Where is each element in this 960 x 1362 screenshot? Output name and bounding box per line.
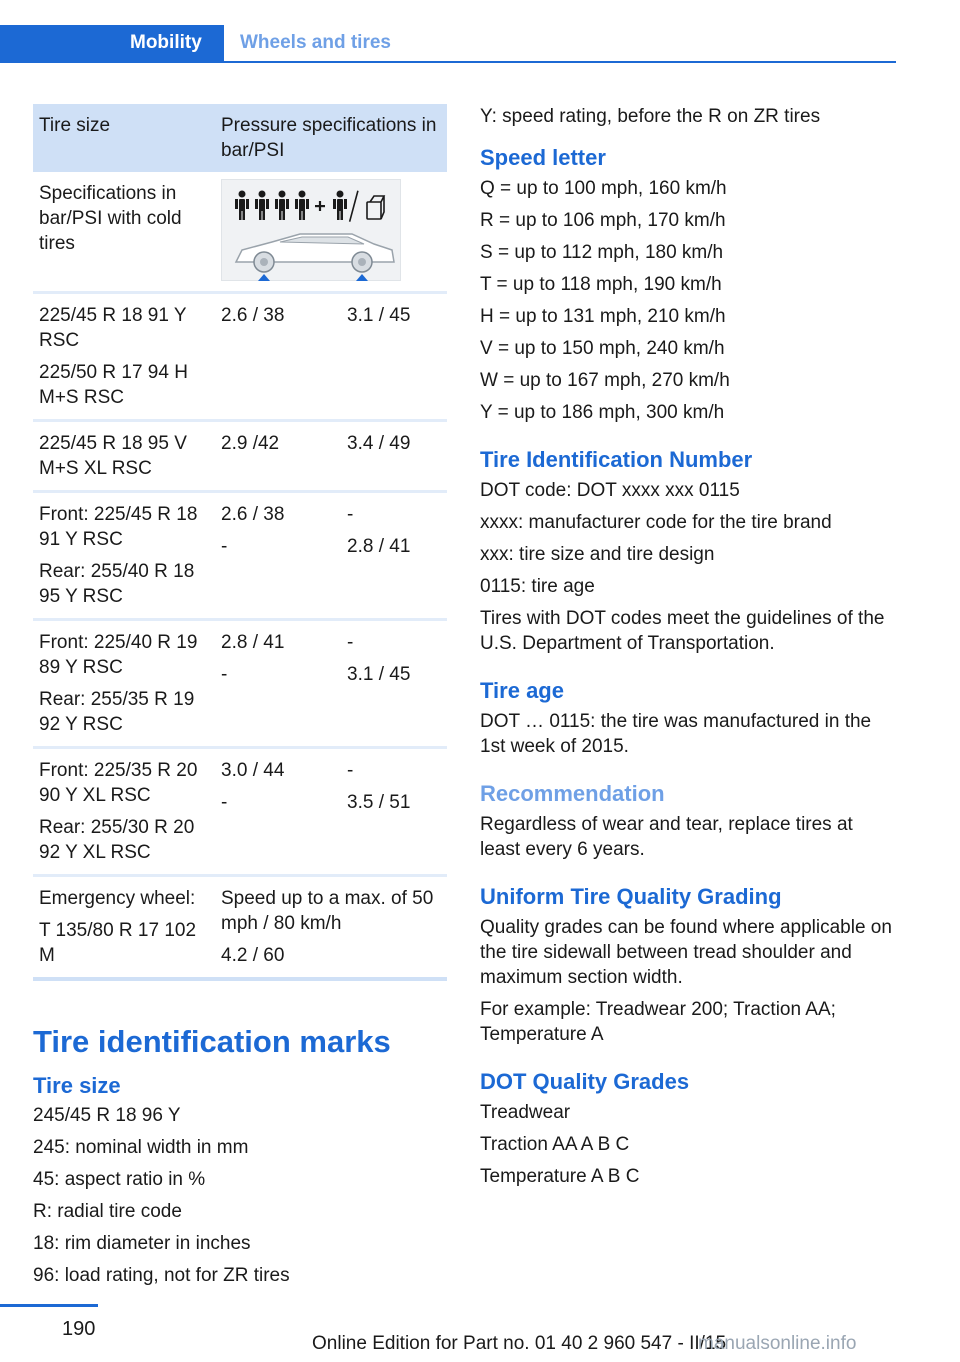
pressure-cell: 3.0 / 44	[221, 759, 285, 781]
occupants-and-car-icon	[222, 180, 402, 282]
pressure-cell: 3.5 / 51	[347, 791, 411, 813]
text-line: 45: aspect ratio in %	[33, 1168, 206, 1190]
text-line: Quality grades can be found where applicable on the tire sidewall between tread shoulder and maximum section width.	[480, 917, 892, 988]
subtitle-dot-quality-grades: DOT Quality Grades	[480, 1069, 690, 1094]
pressure-cell: -	[221, 535, 228, 557]
table-row	[33, 491, 447, 619]
text-line: DOT code: DOT xxxx xxx 0115	[480, 480, 740, 501]
text-line: Treadwear	[480, 1102, 571, 1123]
text-line: Regardless of wear and tear, replace tires at least every 6 years.	[480, 814, 853, 860]
emergency-wheel-size: T 135/80 R 17 102 M	[39, 919, 197, 966]
tire-size-cell: 225/45 R 18 91 Y RSC	[39, 304, 187, 351]
pressure-cell: -	[347, 503, 354, 525]
person-icon	[255, 191, 269, 221]
text-line: R: radial tire code	[33, 1200, 182, 1222]
text-line: 96: load rating, not for ZR tires	[33, 1264, 290, 1286]
section-title-tire-identification: Tire identification marks	[33, 1023, 391, 1059]
pressure-cell: -	[347, 631, 354, 653]
subtitle-tire-identification-number: Tire Identification Number	[480, 447, 753, 472]
subtitle-uniform-tire-quality-grading: Uniform Tire Quality Grading	[480, 884, 782, 909]
table-row	[33, 292, 447, 420]
car-side-icon	[236, 234, 394, 281]
table-row	[33, 420, 447, 491]
subtitle-tire-age: Tire age	[480, 678, 564, 703]
pressure-cell: -	[347, 759, 354, 781]
tab-wheels-and-tires[interactable]: Wheels and tires	[240, 32, 391, 53]
text-line: W = up to 167 mph, 270 km/h	[480, 370, 730, 391]
pressure-cell: 2.8 / 41	[347, 535, 411, 557]
text-line: V = up to 150 mph, 240 km/h	[480, 338, 725, 359]
text-line: For example: Treadwear 200; Traction AA; Temperature A	[480, 999, 836, 1045]
pressure-cell: 2.6 / 38	[221, 503, 285, 525]
spec-label: Specifications in bar/PSI with cold tires	[33, 172, 215, 292]
right-column	[480, 104, 896, 1189]
pressure-cell: 2.8 / 41	[221, 631, 285, 653]
pressure-cell: -	[221, 791, 228, 813]
pressure-cell: 2.6 / 38	[221, 304, 285, 326]
subtitle-speed-letter: Speed letter	[480, 145, 606, 170]
text-line: Q = up to 100 mph, 160 km/h	[480, 178, 727, 199]
emergency-pressure: 4.2 / 60	[221, 944, 285, 966]
tire-size-cell: 225/45 R 18 95 V M+S XL RSC	[39, 432, 187, 479]
pressure-cell: -	[221, 663, 228, 685]
text-line: 245: nominal width in mm	[33, 1136, 249, 1158]
edition-text: Online Edition for Part no. 01 40 2 960 547 - II/15	[312, 1333, 727, 1354]
luggage-icon	[367, 196, 384, 219]
tire-size-cell: Front: 225/45 R 18 91 Y RSC	[39, 503, 198, 550]
chapter-header	[0, 25, 896, 63]
tire-size-cell: Rear: 255/35 R 19 92 Y RSC	[39, 688, 195, 735]
emergency-wheel-label: Emergency wheel:	[39, 887, 196, 909]
person-icon	[295, 191, 309, 221]
table-header-row	[33, 104, 447, 172]
table-row-emergency	[33, 875, 447, 979]
text-line: 245/45 R 18 96 Y	[33, 1104, 181, 1126]
tire-size-cell: Rear: 255/40 R 18 95 Y RSC	[39, 560, 195, 607]
person-icon	[275, 191, 289, 221]
left-column	[33, 104, 447, 1288]
text-line: 0115: tire age	[480, 576, 595, 597]
pressure-cell: 3.4 / 49	[347, 432, 411, 454]
text-line: R = up to 106 mph, 170 km/h	[480, 210, 726, 231]
pressure-cell: 3.1 / 45	[347, 663, 411, 685]
table-row	[33, 619, 447, 747]
pressure-cell: 2.9 /42	[221, 432, 280, 454]
load-pictogram	[221, 179, 401, 281]
text-line: Traction AA A B C	[480, 1134, 630, 1155]
tire-size-cell: Front: 225/40 R 19 89 Y RSC	[39, 631, 198, 678]
tire-pressure-table	[33, 104, 447, 981]
pressure-cell: 3.1 / 45	[347, 304, 411, 326]
text-line: H = up to 131 mph, 210 km/h	[480, 306, 726, 327]
text-line: xxx: tire size and tire design	[480, 544, 715, 565]
tire-size-cell: Front: 225/35 R 20 90 Y XL RSC	[39, 759, 198, 806]
text-line: Tires with DOT codes meet the guidelines of the U.S. Department of Transportation.	[480, 608, 885, 654]
subtitle-recommendation: Recommendation	[480, 781, 665, 806]
text-line: 18: rim diameter in inches	[33, 1232, 251, 1254]
header-tire-size: Tire size	[33, 104, 215, 172]
person-icon	[235, 191, 249, 221]
footer-rule	[0, 1304, 98, 1307]
text-line: Y: speed rating, before the R on ZR tires	[480, 106, 821, 127]
emergency-speed-limit: Speed up to a max. of 50 mph / 80 km/h	[221, 887, 434, 934]
tire-size-cell: 225/50 R 17 94 H M+S RSC	[39, 361, 188, 408]
table-row	[33, 172, 447, 292]
text-line: Y = up to 186 mph, 300 km/h	[480, 402, 725, 423]
table-row	[33, 747, 447, 875]
text-line: S = up to 112 mph, 180 km/h	[480, 242, 724, 263]
person-icon	[333, 191, 347, 221]
text-line: xxxx: manufacturer code for the tire brand	[480, 512, 832, 533]
header-pressure-spec: Pressure specifications in bar/PSI	[215, 104, 447, 172]
text-line: Temperature A B C	[480, 1166, 640, 1187]
tab-mobility[interactable]: Mobility	[0, 25, 224, 61]
page-number: 190	[62, 1318, 96, 1340]
text-line: DOT … 0115: the tire was manufactured in the 1st week of 2015.	[480, 711, 872, 757]
watermark: manualsonline.info	[698, 1333, 857, 1354]
subtitle-tire-size: Tire size	[33, 1072, 121, 1098]
text-line: T = up to 118 mph, 190 km/h	[480, 274, 722, 295]
tire-size-cell: Rear: 255/30 R 20 92 Y XL RSC	[39, 816, 195, 863]
